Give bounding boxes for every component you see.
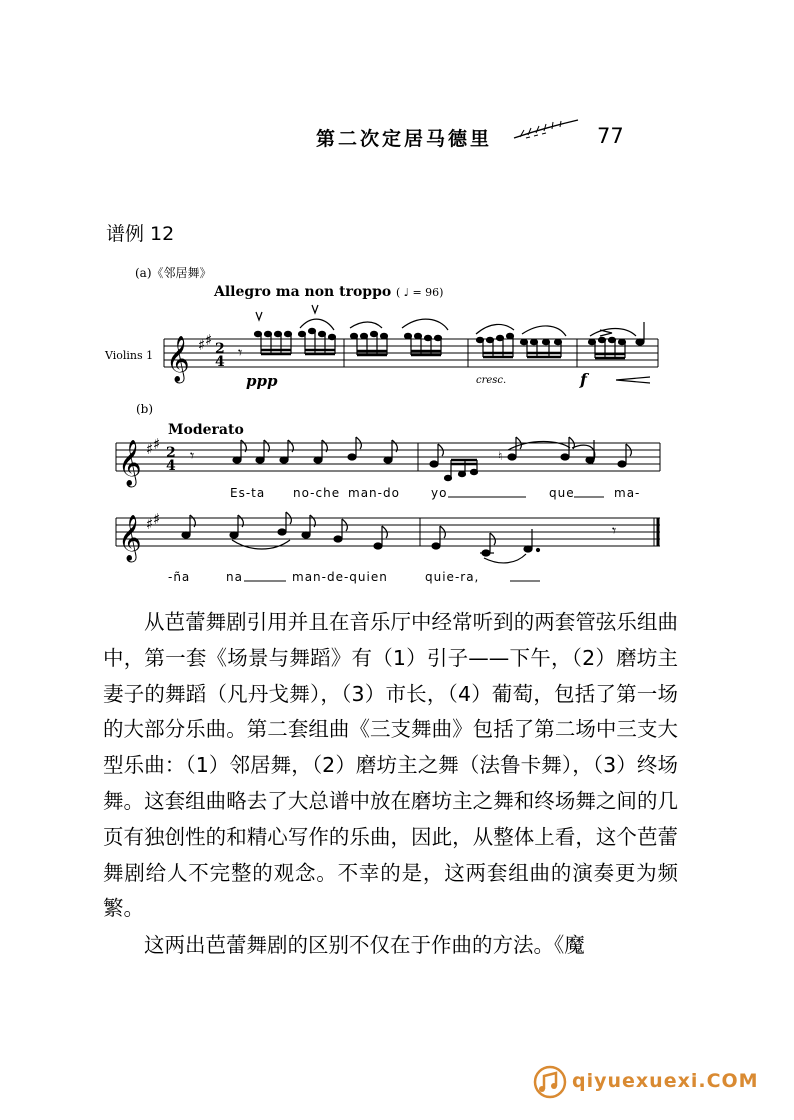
cresc-marking: cresc.: [476, 375, 507, 386]
lyric-syllable: -ña: [168, 570, 191, 584]
svg-text:𝄾: 𝄾: [238, 343, 243, 362]
running-title: 第二次定居马德里: [316, 128, 493, 150]
example-title: 谱例 12: [106, 223, 175, 245]
lyric-syllable: quie-ra,: [425, 570, 480, 584]
lyric-syllable: no-che: [293, 486, 341, 500]
svg-text:♯: ♯: [146, 440, 154, 458]
watermark-text: qiyuexuexi.COM: [572, 1070, 759, 1092]
treble-clef-icon: 𝄞: [166, 336, 190, 382]
watermark-logo-icon: [532, 1064, 568, 1100]
treble-clef-icon: 𝄞: [118, 515, 142, 561]
lyric-syllable: man-do: [348, 486, 400, 500]
part-a-tempo: Allegro ma non troppo: [214, 284, 392, 300]
svg-text:♯: ♯: [153, 510, 161, 528]
body-paragraph: 从芭蕾舞剧引用并且在音乐厅中经常听到的两套管弦乐组曲中，第一套《场景与舞蹈》有（1）引子——下午，（2）磨坊主妻子的舞蹈（凡丹戈舞），（3）市长，（4）葡萄，包括了第一场的大部分乐曲。第二套组曲《三支舞曲》包括了第二场中三支大型乐曲：（1）邻居舞，（2）磨坊主之舞（法鲁卡舞），（3）终场舞。这套组曲略去了大总谱中放在磨坊主之舞和终场舞之间的几页有独创性的和精心写作的乐曲，因此，从整体上看，这个芭蕾舞剧给人不完整的观念。不幸的是，这两套组曲的演奏更为频繁。: [103, 610, 678, 921]
part-a-label: (a)《邻居舞》: [135, 266, 212, 280]
svg-text:𝄾: 𝄾: [190, 446, 195, 465]
body-paragraph: 这两出芭蕾舞剧的区别不仅在于作曲的方法。《魔: [144, 933, 585, 957]
treble-clef-icon: 𝄞: [118, 440, 142, 486]
lyric-syllable: man-de-quien: [292, 570, 388, 584]
svg-text:♯: ♯: [198, 336, 206, 354]
part-b-tempo: Moderato: [168, 422, 244, 438]
svg-text:4: 4: [166, 458, 176, 474]
svg-text:♯: ♯: [205, 331, 213, 349]
svg-text:2: 2: [215, 341, 225, 357]
lyric-syllable: na: [226, 570, 243, 584]
metronome-marking: ( ♩ = 96): [396, 286, 444, 299]
page-number: 77: [597, 124, 624, 148]
part-b-label: (b): [136, 402, 154, 416]
svg-text:4: 4: [215, 354, 225, 370]
dynamic-f: f: [580, 370, 587, 389]
dynamic-ppp: ppp: [246, 372, 278, 390]
lyric-syllable: yo: [431, 486, 448, 500]
lyric-syllable: ma-: [614, 486, 641, 500]
lyric-syllable: Es-ta: [230, 486, 266, 500]
svg-text:𝄾: 𝄾: [612, 521, 617, 540]
svg-text:2: 2: [166, 445, 176, 461]
svg-text:♯: ♯: [153, 435, 161, 453]
instrument-label: Violins 1: [105, 349, 154, 362]
staff-b2: [116, 518, 660, 546]
svg-text:♯: ♯: [146, 515, 154, 533]
lyric-syllable: que: [549, 486, 575, 500]
svg-text:♮: ♮: [498, 449, 503, 463]
